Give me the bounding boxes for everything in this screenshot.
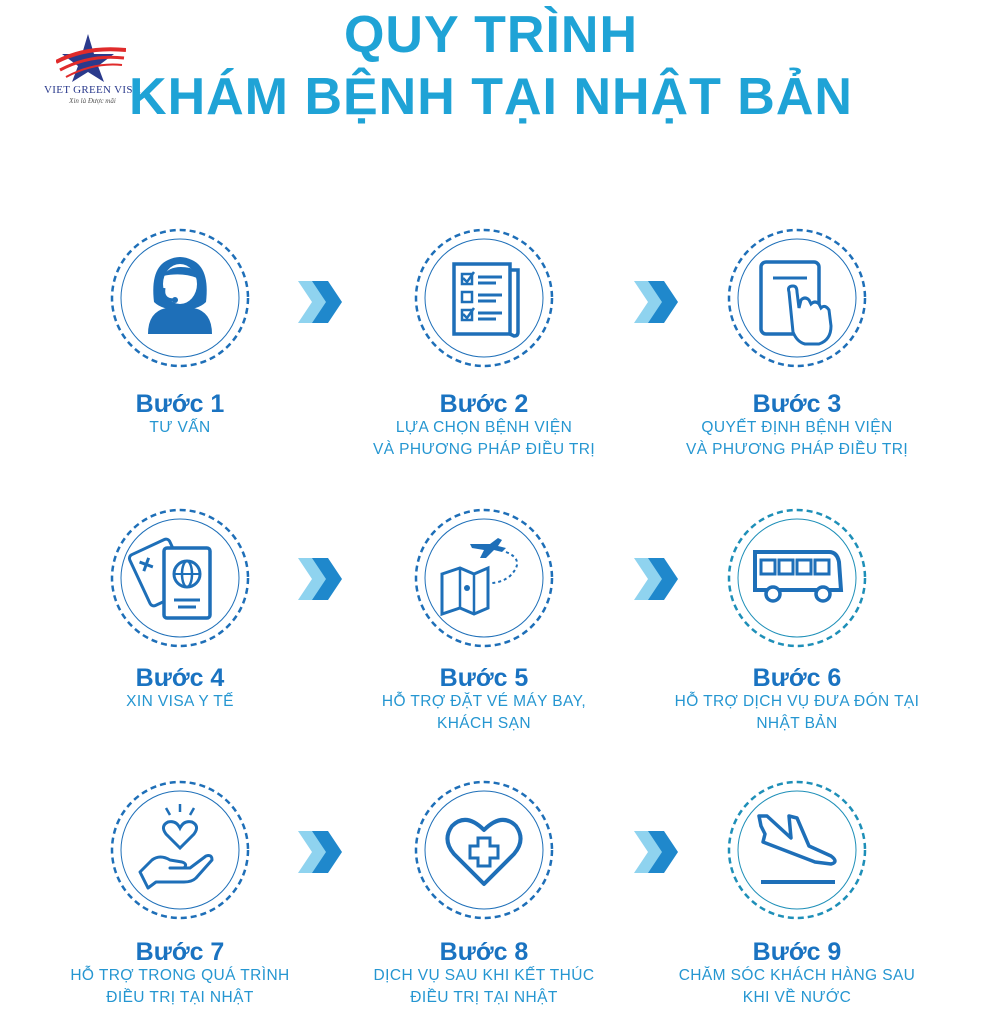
step-7-title: Bước 7 xyxy=(135,938,225,966)
checklist-icon xyxy=(414,228,554,368)
chevron-right-icon xyxy=(298,281,344,323)
chevron-right-icon xyxy=(634,558,680,600)
step-5-desc xyxy=(329,691,639,735)
title-line-1: QUY TRÌNH xyxy=(343,6,639,64)
step-7-desc-line-2: ĐIỀU TRỊ TẠI NHẬT xyxy=(106,989,254,1006)
consultant-icon xyxy=(110,228,250,368)
step-8-desc xyxy=(329,965,639,1009)
step-9-desc xyxy=(642,965,952,1009)
hand-heart-icon xyxy=(110,780,250,920)
step-7-desc xyxy=(25,965,335,1009)
step-9-desc-line-2: KHI VỀ NƯỚC xyxy=(742,989,852,1006)
chevron-right-icon xyxy=(298,558,344,600)
step-6-desc xyxy=(642,691,952,735)
step-3-desc xyxy=(642,417,952,461)
step-4-desc xyxy=(25,691,335,713)
step-2-desc xyxy=(329,417,639,461)
step-8-title: Bước 8 xyxy=(439,938,529,966)
touch-document-icon xyxy=(727,228,867,368)
step-8-desc-line-1: DỊCH VỤ SAU KHI KẾT THÚC xyxy=(373,967,595,984)
step-1-desc-line-1: TƯ VẤN xyxy=(149,419,211,436)
step-9-title: Bước 9 xyxy=(752,938,842,966)
step-1-desc xyxy=(25,417,335,439)
step-2-desc-line-1: LỰA CHỌN BỆNH VIỆN xyxy=(395,419,573,436)
chevron-right-icon xyxy=(634,281,680,323)
heart-cross-icon xyxy=(414,780,554,920)
step-6-desc-line-1: HỖ TRỢ DỊCH VỤ ĐƯA ĐÓN TẠI xyxy=(674,693,920,710)
step-6-desc-line-2: NHẬT BẢN xyxy=(756,715,838,732)
bus-icon xyxy=(727,508,867,648)
step-3-desc-line-1: QUYẾT ĐỊNH BỆNH VIỆN xyxy=(701,419,893,436)
chevron-right-icon xyxy=(634,831,680,873)
plane-landing-icon xyxy=(727,780,867,920)
step-4-title: Bước 4 xyxy=(135,664,225,692)
step-5-desc-line-1: HỖ TRỢ ĐẶT VÉ MÁY BAY, xyxy=(381,693,587,710)
step-4-desc-line-1: XIN VISA Y TẾ xyxy=(126,693,234,710)
step-1-title: Bước 1 xyxy=(135,390,225,418)
chevron-right-icon xyxy=(298,831,344,873)
passport-icon xyxy=(110,508,250,648)
step-3-title: Bước 3 xyxy=(752,390,842,418)
step-7-desc-line-1: HỖ TRỢ TRONG QUÁ TRÌNH xyxy=(70,967,290,984)
step-5-desc-line-2: KHÁCH SẠN xyxy=(436,715,532,732)
brand-tagline: Xin là Được mãi xyxy=(69,97,116,105)
step-8-desc-line-2: ĐIỀU TRỊ TẠI NHẬT xyxy=(410,989,558,1006)
flight-map-icon xyxy=(414,508,554,648)
step-6-title: Bước 6 xyxy=(752,664,842,692)
step-9-desc-line-1: CHĂM SÓC KHÁCH HÀNG SAU xyxy=(678,967,916,984)
step-2-title: Bước 2 xyxy=(439,390,529,418)
title-line-2: KHÁM BỆNH TẠI NHẬT BẢN xyxy=(129,68,853,126)
step-5-title: Bước 5 xyxy=(439,664,529,692)
page-title xyxy=(0,4,982,128)
brand-name: VIET GREEN VISA xyxy=(44,84,141,96)
step-2-desc-line-2: VÀ PHƯƠNG PHÁP ĐIỀU TRỊ xyxy=(372,441,596,458)
step-3-desc-line-2: VÀ PHƯƠNG PHÁP ĐIỀU TRỊ xyxy=(685,441,909,458)
